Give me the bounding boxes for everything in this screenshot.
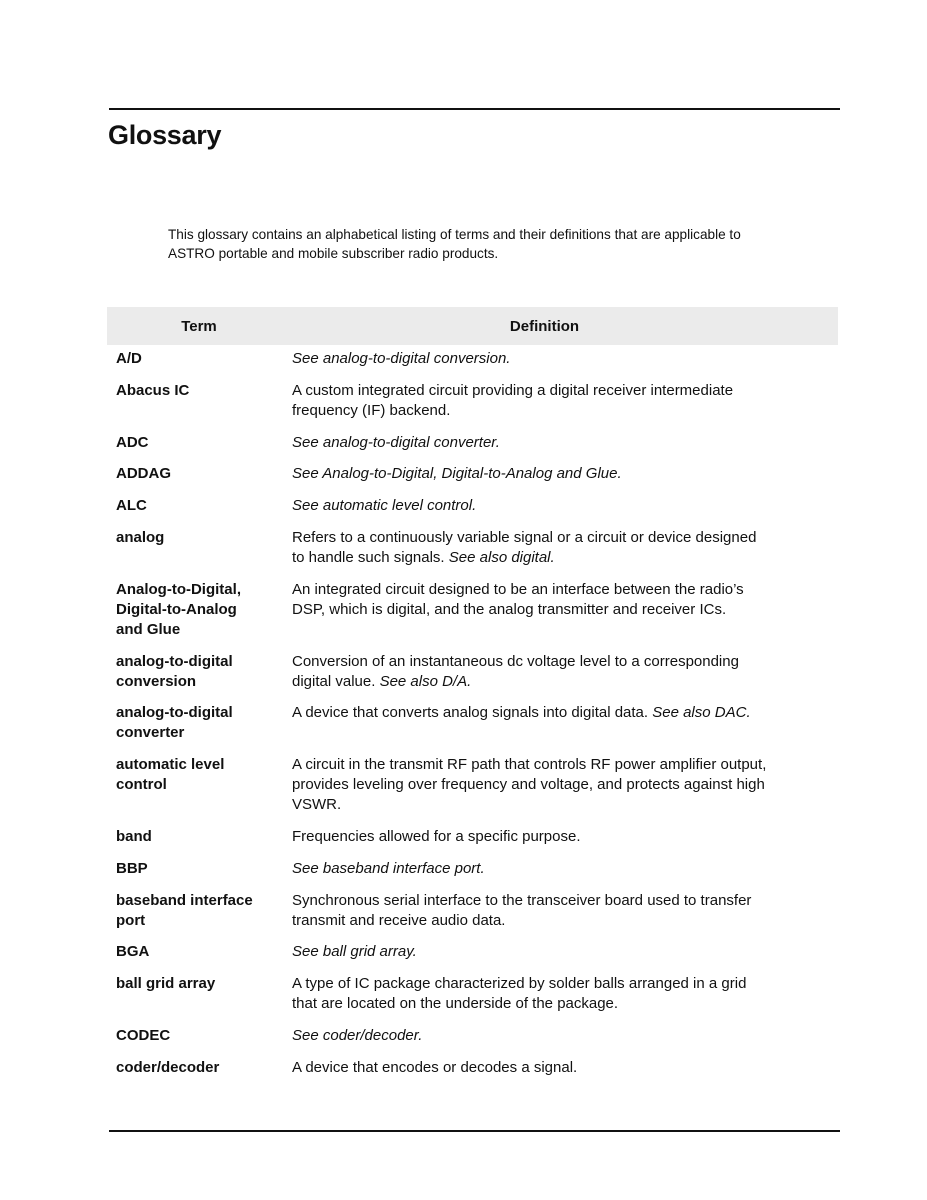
table-row bbox=[107, 433, 838, 453]
table-header bbox=[107, 307, 838, 345]
glossary-term: A/D bbox=[116, 350, 142, 367]
glossary-definition bbox=[292, 859, 838, 879]
definition-text: Conversion of an instantaneous dc voltage level to a corresponding digital value. bbox=[292, 652, 739, 690]
see-reference: See automatic level control. bbox=[292, 497, 477, 515]
glossary-term: analog bbox=[116, 528, 165, 546]
glossary-definition bbox=[292, 974, 838, 1014]
glossary-term: baseband interface port bbox=[116, 891, 253, 929]
glossary-term: CODEC bbox=[116, 1026, 171, 1044]
bottom-rule bbox=[109, 1130, 840, 1132]
glossary-definition bbox=[292, 652, 838, 692]
glossary-term: Abacus IC bbox=[116, 381, 190, 399]
glossary-definition bbox=[292, 942, 838, 962]
glossary-definition bbox=[292, 349, 838, 369]
glossary-term: automatic level control bbox=[116, 756, 225, 794]
table-row bbox=[107, 827, 838, 847]
glossary-definition bbox=[292, 528, 838, 568]
see-reference: See also DAC. bbox=[652, 704, 751, 722]
see-reference: See coder/decoder. bbox=[292, 1026, 423, 1044]
table-row bbox=[107, 974, 838, 1014]
intro-paragraph bbox=[168, 226, 818, 263]
table-row bbox=[107, 755, 838, 815]
definition-text: A device that encodes or decodes a signal. bbox=[292, 1058, 578, 1076]
table-row bbox=[107, 1058, 838, 1078]
table-row bbox=[107, 381, 838, 421]
glossary-definition bbox=[292, 891, 838, 931]
glossary-term: ADDAG bbox=[116, 465, 171, 483]
definition-text: Frequencies allowed for a specific purpose. bbox=[292, 827, 581, 845]
definition-text: A type of IC package characterized by solder balls arranged in a grid that are located on the underside of the package. bbox=[292, 975, 747, 1013]
table-row bbox=[107, 349, 838, 369]
glossary-definition bbox=[292, 496, 838, 516]
definition-text: Synchronous serial interface to the transceiver board used to transfer transmit and receive audio data. bbox=[292, 891, 752, 929]
page-title: Glossary bbox=[108, 120, 222, 150]
definition-text: A device that converts analog signals into digital data. bbox=[292, 704, 653, 722]
definition-text: Refers to a continuously variable signal or a circuit or device designed to handle such signals. bbox=[292, 528, 757, 566]
header-term: Term bbox=[181, 317, 217, 335]
definition-text: A custom integrated circuit providing a digital receiver intermediate frequency (IF) backend. bbox=[292, 381, 734, 419]
glossary-definition bbox=[292, 755, 838, 815]
glossary-term: BBP bbox=[116, 859, 148, 877]
glossary-definition bbox=[292, 1058, 838, 1078]
table-row bbox=[107, 1026, 838, 1046]
glossary-term: coder/decoder bbox=[116, 1058, 220, 1076]
table-row bbox=[107, 942, 838, 962]
glossary-definition bbox=[292, 464, 838, 484]
glossary-definition bbox=[292, 433, 838, 453]
table-row bbox=[107, 652, 838, 692]
see-reference: See baseband interface port. bbox=[292, 859, 485, 877]
table-body bbox=[107, 345, 838, 1078]
glossary-term: BGA bbox=[116, 943, 150, 961]
table-row bbox=[107, 580, 838, 640]
glossary-term: band bbox=[116, 827, 152, 845]
definition-text: An integrated circuit designed to be an interface between the radio’s DSP, which is digital, and the analog transmitter and receiver ICs. bbox=[292, 580, 744, 618]
table-row bbox=[107, 528, 838, 568]
glossary-term: ADC bbox=[116, 433, 149, 451]
glossary-table bbox=[107, 307, 838, 1090]
glossary-definition bbox=[292, 580, 838, 640]
table-row bbox=[107, 496, 838, 516]
glossary-term: analog-to-digital conversion bbox=[116, 652, 233, 690]
glossary-term: ALC bbox=[116, 497, 147, 515]
glossary-definition bbox=[292, 381, 838, 421]
table-row bbox=[107, 464, 838, 484]
glossary-definition bbox=[292, 1026, 838, 1046]
see-reference: See ball grid array. bbox=[292, 943, 417, 961]
table-row bbox=[107, 891, 838, 931]
table-row bbox=[107, 859, 838, 879]
top-rule bbox=[109, 108, 840, 110]
see-reference: See also D/A. bbox=[379, 672, 472, 690]
glossary-definition bbox=[292, 827, 838, 847]
definition-text: A circuit in the transmit RF path that controls RF power amplifier output, provides leveling over frequency and voltage, and protects against high VSWR. bbox=[292, 756, 767, 814]
see-reference: See analog-to-digital conversion. bbox=[292, 350, 511, 367]
see-reference: See also digital. bbox=[448, 548, 555, 566]
see-reference: See Analog-to-Digital, Digital-to-Analog and Glue. bbox=[292, 465, 622, 483]
see-reference: See analog-to-digital converter. bbox=[292, 433, 500, 451]
glossary-term: Analog-to-Digital, Digital-to-Analog and Glue bbox=[116, 580, 241, 638]
glossary-term: ball grid array bbox=[116, 975, 216, 993]
glossary-definition bbox=[292, 703, 838, 743]
intro-text: This glossary contains an alphabetical listing of terms and their definitions that are applicable to ASTRO portable and mobile subscriber radio products. bbox=[168, 227, 741, 261]
header-definition: Definition bbox=[509, 317, 580, 335]
table-row bbox=[107, 703, 838, 743]
glossary-term: analog-to-digital converter bbox=[116, 704, 233, 742]
